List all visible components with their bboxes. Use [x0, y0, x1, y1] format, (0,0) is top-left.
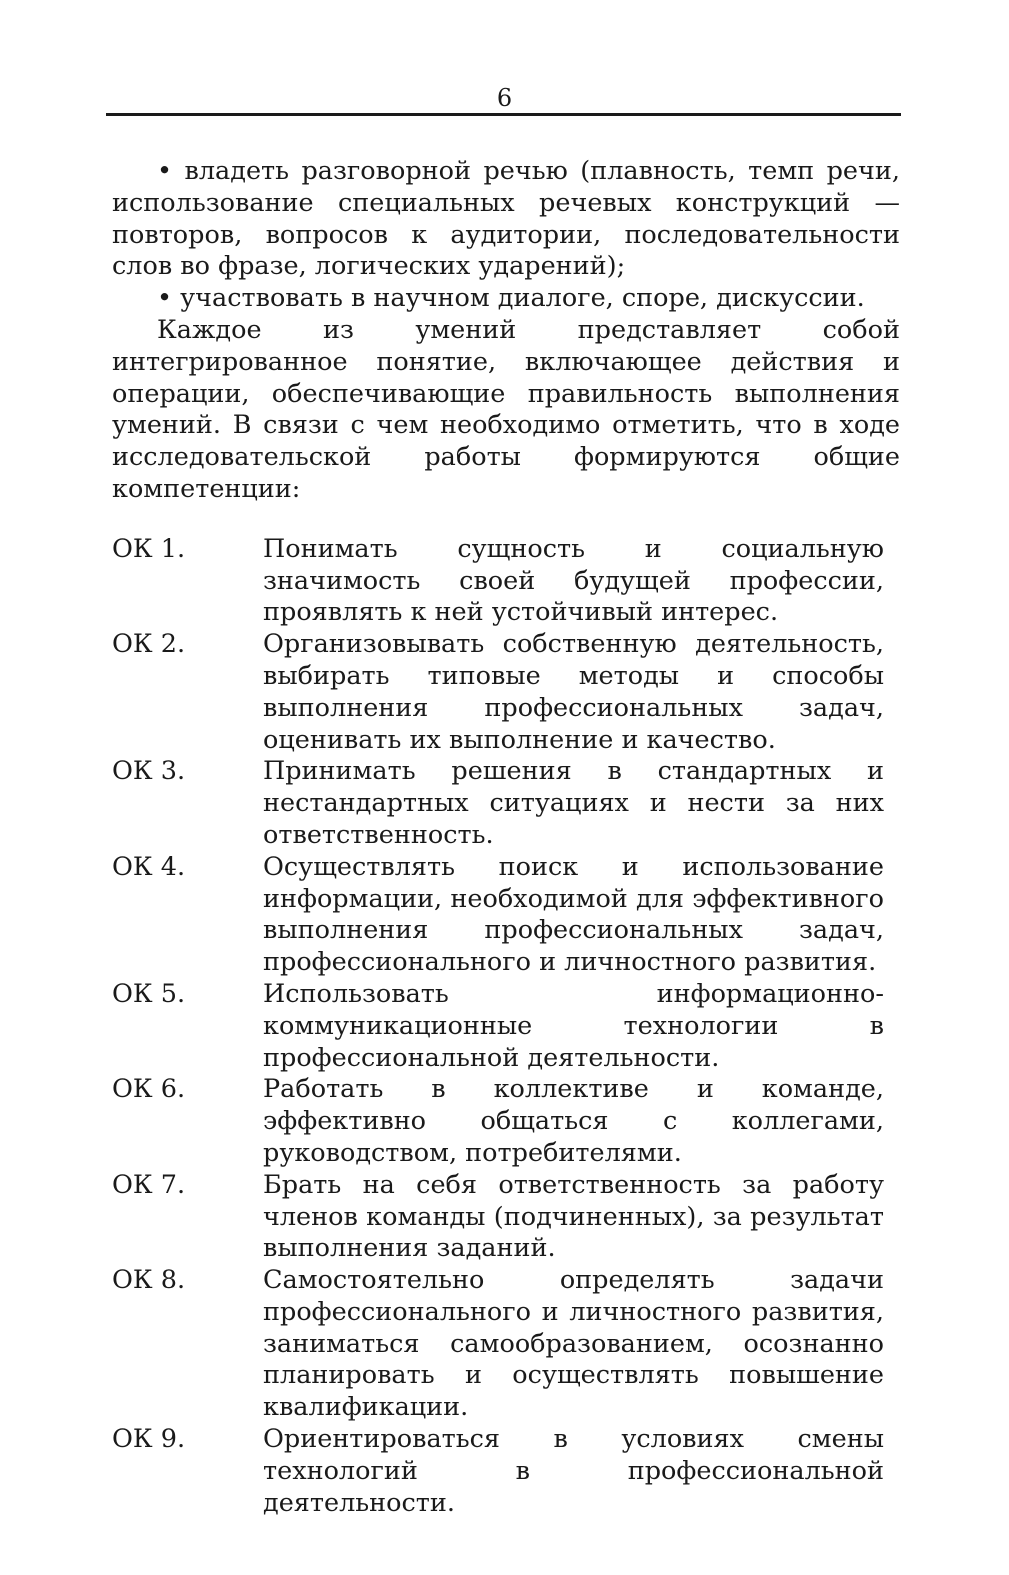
- intro-paragraph: Каждое из умений представляет собой интегрированное понятие, включающее действия и операции, обеспечивающие правильность выполнения умений. В связи с чем необходимо отметить, что в ходе исследовательской работы формируются общие компетенции:: [112, 314, 900, 504]
- competency-item: [112, 979, 884, 1074]
- competency-code: ОК 8.: [112, 1265, 186, 1296]
- competency-code: ОК 1.: [112, 533, 186, 564]
- competency-code: ОК 2.: [112, 629, 186, 660]
- competency-code: ОК 4.: [112, 851, 186, 882]
- bullet-dialogue: • участвовать в научном диалоге, споре, дискуссии.: [157, 283, 865, 314]
- competency-item: [112, 1265, 884, 1424]
- competency-code: ОК 7.: [112, 1169, 186, 1200]
- competency-text: Организовывать собственную деятельность, выбирать типовые методы и способы выполнения профессиональных задач, оценивать их выполнение и качество.: [263, 629, 884, 755]
- page-number: 6: [496, 84, 513, 112]
- competency-item: [112, 534, 884, 629]
- competency-text: Использовать информационно-коммуникационные технологии в профессиональной деятельности.: [263, 978, 884, 1073]
- competency-text: Работать в коллективе и команде, эффективно общаться с коллегами, руководством, потребителями.: [263, 1074, 884, 1168]
- competency-item: [112, 852, 884, 979]
- competency-list: [112, 534, 884, 1520]
- header-divider: [106, 113, 901, 116]
- bullet-speech: • владеть разговорной речью (плавность, темп речи, использование специальных речевых конструкций — повторов, вопросов к аудитории, последовательности слов во фразе, логических ударений);: [112, 156, 900, 282]
- competency-item: [112, 756, 884, 851]
- competency-code: ОК 5.: [112, 978, 186, 1009]
- competency-text: Осуществлять поиск и использование информации, необходимой для эффективного выполнения профессиональных задач, профессионального и личностного развития.: [263, 851, 884, 978]
- page-body: [112, 156, 900, 1519]
- competency-code: ОК 3.: [112, 756, 186, 787]
- competency-code: ОК 6.: [112, 1074, 186, 1105]
- competency-text: Принимать решения в стандартных и нестандартных ситуациях и нести за них ответственность.: [263, 756, 884, 850]
- competency-text: Ориентироваться в условиях смены технологий в профессиональной деятельности.: [263, 1424, 884, 1518]
- competency-item: [112, 1170, 884, 1265]
- competency-item: [112, 1074, 884, 1169]
- competency-item: [112, 629, 884, 756]
- competency-code: ОК 9.: [112, 1424, 186, 1455]
- competency-text: Брать на себя ответственность за работу членов команды (подчиненных), за результат выполнения заданий.: [263, 1169, 884, 1264]
- competency-text: Самостоятельно определять задачи профессионального и личностного развития, заниматься самообразованием, осознанно планировать и осуществлять повышение квалификации.: [263, 1265, 884, 1423]
- competency-text: Понимать сущность и социальную значимость своей будущей профессии, проявлять к ней устойчивый интерес.: [263, 533, 884, 628]
- competency-item: [112, 1424, 884, 1519]
